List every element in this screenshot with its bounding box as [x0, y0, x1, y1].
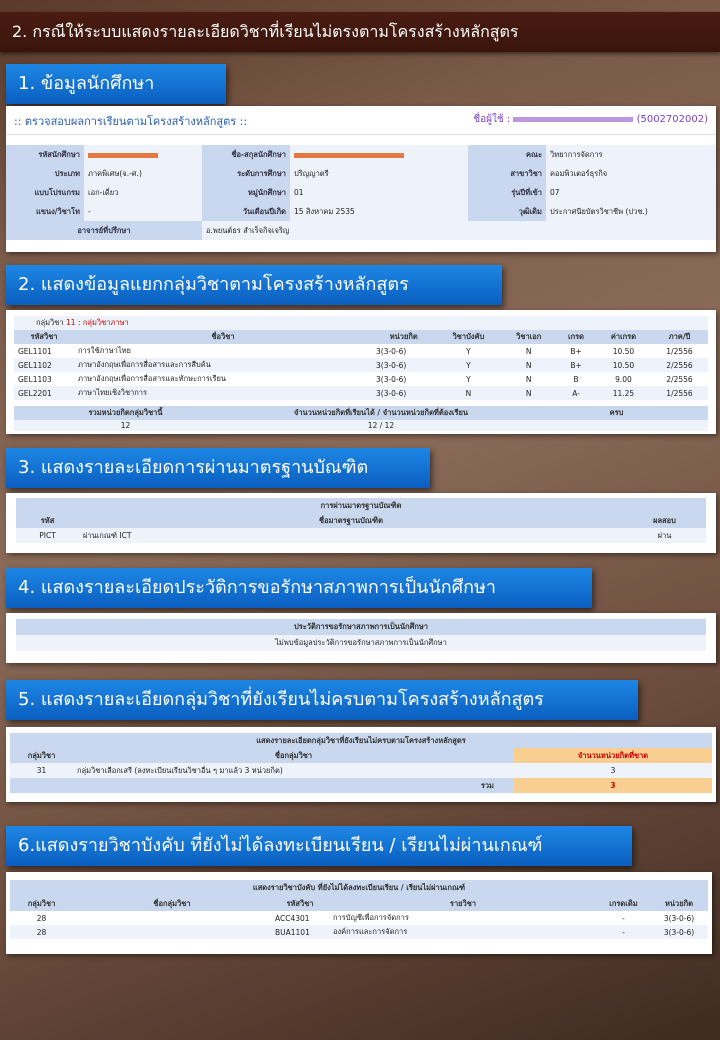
student-name-label: ชื่อ-สกุลนักศึกษา: [202, 145, 290, 164]
student-info-panel: [6, 106, 716, 252]
course-code: GEL1101: [14, 344, 74, 358]
course-name: การใช้ภาษาไทย: [74, 344, 372, 358]
course-required: Y: [436, 372, 502, 386]
course-code: ACC4301: [271, 911, 329, 925]
col-grade-point: ค่าเกรด: [610, 332, 637, 341]
group-no: 31: [10, 763, 73, 778]
required-header-row: [10, 896, 708, 911]
incomplete-header-row: [10, 748, 712, 763]
standard-code: PICT: [16, 528, 79, 543]
sum-status-value: [525, 420, 708, 431]
col-group-name: ชื่อกลุ่มวิชา: [153, 898, 191, 908]
student-name-value: [290, 145, 468, 164]
course-group-panel: [6, 310, 716, 434]
type-label: ประเภท: [6, 164, 84, 183]
missing-credits: 3: [514, 763, 712, 778]
section-6-title: 6.แสดงรายวิชาบังคับ ที่ยังไม่ได้ลงทะเบียนเรียน / เรียนไม่ผ่านเกณฑ์: [18, 835, 543, 856]
major-label: สาขาวิชา: [468, 164, 546, 183]
standard-result: ผ่าน: [623, 528, 706, 543]
incomplete-table: [10, 733, 712, 793]
course-credits: 3(3-0-6): [372, 386, 436, 400]
col-standard-code: รหัส: [40, 515, 55, 525]
student-row: [6, 202, 716, 221]
standard-name: ผ่านเกณฑ์ ICT: [79, 528, 623, 543]
col-major: วิชาเอก: [516, 332, 542, 341]
col-course-code: รหัสวิชา: [286, 898, 314, 908]
group-name: กลุ่มวิชาเลือกเสรี (ลงทะเบียนเรียนวิชาอื่น ๆ มาแล้ว 3 หน่วยกิต): [73, 763, 514, 778]
section-3-title: 3. แสดงรายละเอียดการผ่านมาตรฐานบัณฑิต: [18, 457, 369, 478]
section-2-title: 2. แสดงข้อมูลแยกกลุ่มวิชาตามโครงสร้างหลักสูตร: [18, 274, 409, 295]
standard-title-row: [16, 498, 706, 513]
program-value: เอก-เดี่ยว: [84, 183, 202, 202]
group-name: [73, 911, 271, 925]
minor-value: -: [84, 202, 202, 221]
group-no: 28: [10, 911, 73, 925]
section-4-header: [6, 568, 592, 608]
table-row: [14, 358, 708, 372]
redacted-student-id: [88, 153, 158, 158]
student-row: [6, 221, 716, 240]
group-title-cell: [14, 316, 708, 330]
old-grade: -: [597, 925, 650, 939]
course-credits: 3(3-0-6): [372, 358, 436, 372]
table-row: [10, 763, 712, 778]
redacted-username: [513, 117, 633, 122]
course-name: องค์การและการจัดการ: [329, 925, 597, 939]
course-grade: B+: [556, 344, 596, 358]
col-course-code: รหัสวิชา: [30, 332, 58, 341]
username-suffix: (5002702002): [636, 114, 708, 125]
section-1-header: [6, 64, 226, 104]
standard-header-row: [16, 513, 706, 528]
col-credits: หน่วยกิต: [664, 898, 694, 908]
course-required: Y: [436, 358, 502, 372]
incomplete-title-row: [10, 733, 712, 748]
incomplete-title: แสดงรายละเอียดกลุ่มวิชาที่ยังเรียนไม่ครบตามโครงสร้างหลักสูตร: [256, 735, 466, 745]
top-title: 2. กรณีให้ระบบแสดงรายละเอียดวิชาที่เรียนไม่ตรงตามโครงสร้างหลักสูตร: [12, 22, 519, 41]
incomplete-panel: [6, 727, 716, 802]
section-5-title: 5. แสดงรายละเอียดกลุ่มวิชาที่ยังเรียนไม่ครบตามโครงสร้างหลักสูตร: [18, 689, 544, 710]
col-credits: หน่วยกิต: [389, 332, 418, 341]
col-group-no: กลุ่มวิชา: [10, 748, 73, 763]
faculty-value: วิทยาการจัดการ: [546, 145, 716, 164]
required-title-row: [10, 880, 708, 896]
course-term: 2/2556: [651, 372, 708, 386]
retain-title: ประวัติการขอรักษาสภาพการเป็นนักศึกษา: [293, 622, 429, 631]
section-4-title: 4. แสดงรายละเอียดประวัติการขอรักษาสภาพการเป็นนักศึกษา: [18, 577, 496, 598]
col-old-grade: เกรดเดิม: [609, 898, 638, 908]
course-major: N: [501, 344, 556, 358]
advisor-label: อาจารย์ที่ปรึกษา: [6, 221, 202, 240]
course-group-table: [14, 316, 708, 400]
course-grade-point: 10.50: [596, 344, 651, 358]
col-standard-name: ชื่อมาตรฐานบัณฑิต: [319, 515, 383, 525]
old-grade: -: [597, 911, 650, 925]
course-code: GEL1102: [14, 358, 74, 372]
retain-table: [16, 619, 706, 651]
section-1-title: 1. ข้อมูลนักศึกษา: [18, 73, 155, 94]
col-standard-result: ผลสอบ: [653, 515, 676, 525]
course-major: N: [501, 386, 556, 400]
group-label: กลุ่มวิชา: [36, 318, 64, 327]
student-id-value: [84, 145, 202, 164]
student-id-label: รหัสนักศึกษา: [6, 145, 84, 164]
section-2-header: [6, 265, 502, 305]
section-3-header: [6, 448, 430, 488]
course-credits: 3(3-0-6): [372, 344, 436, 358]
sum-total-label: รวมหน่วยกิตกลุ่มวิชานี้: [88, 408, 163, 417]
major-value: คอมพิวเตอร์ธุรกิจ: [546, 164, 716, 183]
standard-table: [16, 498, 706, 543]
course-code: BUA1101: [271, 925, 329, 939]
top-title-bar: [0, 12, 720, 52]
course-term: 2/2556: [651, 358, 708, 372]
retain-message: ไม่พบข้อมูลประวัติการขอรักษาสภาพการเป็นนักศึกษา: [16, 635, 706, 651]
col-grade: เกรด: [568, 332, 585, 341]
intake-label: รุ่นปีที่เข้า: [468, 183, 546, 202]
course-required: Y: [436, 344, 502, 358]
student-row: [6, 145, 716, 164]
total-value: 3: [514, 778, 712, 793]
section-label: หมู่นักศึกษา: [202, 183, 290, 202]
course-grade: A-: [556, 386, 596, 400]
username-area: [473, 112, 708, 130]
course-code: GEL1103: [14, 372, 74, 386]
course-header-row: [14, 330, 708, 344]
level-value: ปริญญาตรี: [290, 164, 468, 183]
course-grade: B: [556, 372, 596, 386]
group-summary-table: [14, 406, 708, 431]
course-credits: 3(3-0-6): [650, 925, 708, 939]
sum-ratio-value: 12 / 12: [237, 420, 525, 431]
section-value: 01: [290, 183, 468, 202]
retain-message-row: [16, 635, 706, 651]
course-required: N: [436, 386, 502, 400]
group-name: : กลุ่มวิชาภาษา: [77, 318, 129, 327]
course-grade-point: 11.25: [596, 386, 651, 400]
standard-panel: [6, 493, 716, 553]
course-credits: 3(3-0-6): [372, 372, 436, 386]
student-row: [6, 183, 716, 202]
table-row: [14, 344, 708, 358]
course-major: N: [501, 372, 556, 386]
table-row: [16, 528, 706, 543]
minor-label: แขนง/วิชาโท: [6, 202, 84, 221]
student-info-table: [6, 145, 716, 240]
summary-value-row: [14, 420, 708, 431]
standard-title: การผ่านมาตรฐานบัณฑิต: [320, 500, 402, 510]
col-missing-credits: จำนวนหน่วยกิตที่ขาด: [514, 748, 712, 763]
table-row: [14, 372, 708, 386]
col-group-no: กลุ่มวิชา: [27, 898, 56, 908]
advisor-value: อ.พยนต์ธร สำเร็จกิจเจริญ: [202, 221, 716, 240]
table-row: [14, 386, 708, 400]
student-row: [6, 164, 716, 183]
total-row: [10, 778, 712, 793]
retain-title-row: [16, 619, 706, 635]
prior-degree-value: ประกาศนียบัตรวิชาชีพ (ปวช.): [546, 202, 716, 221]
program-label: แบบโปรแกรม: [6, 183, 84, 202]
table-row: [10, 911, 708, 925]
faculty-label: คณะ: [468, 145, 546, 164]
course-grade-point: 10.50: [596, 358, 651, 372]
birthdate-label: วันเดือนปีเกิด: [202, 202, 290, 221]
group-number: 11: [66, 318, 76, 327]
level-label: ระดับการศึกษา: [202, 164, 290, 183]
col-term: ภาค/ปี: [668, 332, 691, 341]
prior-degree-label: วุฒิเดิม: [468, 202, 546, 221]
student-info-header: [6, 106, 716, 135]
col-required: วิชาบังคับ: [452, 332, 485, 341]
course-name: การบัญชีเพื่อการจัดการ: [329, 911, 597, 925]
student-info-heading: :: ตรวจสอบผลการเรียนตามโครงสร้างหลักสูตร ::: [14, 115, 248, 128]
course-term: 1/2556: [651, 386, 708, 400]
course-name: ภาษาไทยเชิงวิชาการ: [74, 386, 372, 400]
retain-panel: [6, 613, 716, 663]
col-course-name: รายวิชา: [449, 898, 477, 908]
required-panel: [6, 872, 712, 954]
group-no: 28: [10, 925, 73, 939]
course-code: GEL2201: [14, 386, 74, 400]
course-name: ภาษาอังกฤษเพื่อการสื่อสารและทักษะการเรียน: [74, 372, 372, 386]
course-grade: B+: [556, 358, 596, 372]
course-credits: 3(3-0-6): [650, 911, 708, 925]
redacted-student-name: [294, 153, 404, 158]
total-label: รวม: [10, 778, 514, 793]
group-title-row: [14, 316, 708, 330]
col-group-name: ชื่อกลุ่มวิชา: [73, 748, 514, 763]
required-title: แสดงรายวิชาบังคับ ที่ยังไม่ได้ลงทะเบียนเรียน / เรียนไม่ผ่านเกณฑ์: [252, 883, 466, 892]
birthdate-value: 15 สิงหาคม 2535: [290, 202, 468, 221]
summary-header-row: [14, 406, 708, 420]
course-term: 1/2556: [651, 344, 708, 358]
course-major: N: [501, 358, 556, 372]
table-row: [10, 925, 708, 939]
sum-total-value: 12: [14, 420, 237, 431]
sum-ratio-label: จำนวนหน่วยกิตที่เรียนได้ / จำนวนหน่วยกิตที่ต้องเรียน: [293, 408, 469, 417]
sum-status-label: ครบ: [609, 408, 624, 417]
group-name: [73, 925, 271, 939]
username-label: ชื่อผู้ใช้ :: [473, 114, 511, 125]
col-course-name: ชื่อวิชา: [211, 332, 235, 341]
intake-value: 07: [546, 183, 716, 202]
required-table: [10, 880, 708, 939]
course-grade-point: 9.00: [596, 372, 651, 386]
course-name: ภาษาอังกฤษเพื่อการสื่อสารและการสืบค้น: [74, 358, 372, 372]
type-value: ภาคพิเศษ(จ.-ศ.): [84, 164, 202, 183]
section-6-header: [6, 826, 632, 866]
section-5-header: [6, 680, 638, 720]
